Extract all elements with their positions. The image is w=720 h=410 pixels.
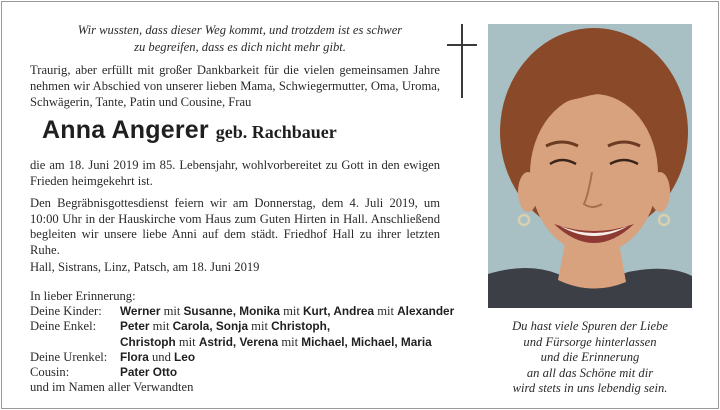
grandchildren-names-1 <box>120 319 330 334</box>
connector: mit <box>281 334 299 349</box>
name: Werner <box>120 304 161 318</box>
deceased-name: Anna Angerer <box>42 116 209 144</box>
name: Alexander <box>397 304 455 318</box>
name: Astrid, Verena <box>198 334 279 349</box>
great-grandchildren-label: Deine Urenkel: <box>30 349 108 364</box>
grandchildren-names-2 <box>120 335 432 350</box>
place-date: Hall, Sistrans, Linz, Patsch, am 18. Juni 2019 <box>30 260 260 274</box>
connector: mit <box>163 304 181 318</box>
epitaph <box>488 319 692 397</box>
great-grandchildren-names <box>120 350 195 365</box>
connector: mit <box>377 304 394 318</box>
connector: und <box>152 349 171 364</box>
grandchildren-label: Deine Enkel: <box>30 319 97 334</box>
name: Peter <box>120 319 150 334</box>
funeral-text: Den Begräbnisgottesdienst feiern wir am Donnerstag, dem 4. Juli 2019, um 10:00 Uhr in der Hauskirche vom Haus zum Guten Hirten in Hall. Anschließend begleiten wir unsere liebe Anni auf dem städt. Friedhof Hall zu ihrer letzten Ruhe. <box>30 196 440 257</box>
opening-poem <box>30 22 450 56</box>
name: Kurt, Andrea <box>303 304 375 318</box>
cross-icon-bar <box>447 44 477 46</box>
epitaph-line-2: und Fürsorge hinterlassen <box>523 334 657 349</box>
death-text: die am 18. Juni 2019 im 85. Lebensjahr, wohlvorbereitet zu Gott in den ewigen Frieden heimgekehrt ist. <box>30 158 440 188</box>
connector: mit <box>152 319 170 334</box>
cousin-name <box>120 365 177 380</box>
connector: mit <box>178 334 196 349</box>
name: Flora <box>120 349 149 364</box>
name: Susanne, Monika <box>183 304 280 318</box>
poem-line-1: Wir wussten, dass dieser Weg kommt, und trotzdem ist es schwer <box>77 23 403 37</box>
children-label: Deine Kinder: <box>30 304 102 318</box>
deceased-birth-name: geb. Rachbauer <box>215 122 337 142</box>
connector: mit <box>251 319 268 334</box>
intro-text: Traurig, aber erfüllt mit großer Dankbarkeit für die vielen gemeinsamen Jahre nehmen wir Abschied von unserer lieben Mama, Schwiegermutter, Oma, Uroma, Schwägerin, Tante, Patin und Cousine, Frau <box>30 63 440 109</box>
name: Christoph, <box>271 319 331 334</box>
name: Carola, Sonja <box>172 319 249 334</box>
name: Michael, Michael, Maria <box>301 334 432 349</box>
children-names <box>120 304 454 319</box>
epitaph-line-1: Du hast viele Spuren der Liebe <box>512 319 668 333</box>
portrait-illustration <box>488 24 692 308</box>
cousin-label: Cousin: <box>30 365 70 380</box>
epitaph-line-4: an all das Schöne mit dir <box>526 365 654 380</box>
name: Pater Otto <box>120 365 178 380</box>
name: Christoph <box>120 334 176 349</box>
relatives-text: und im Namen aller Verwandten <box>30 380 194 395</box>
cross-icon <box>461 24 463 98</box>
memory-title: In lieber Erinnerung: <box>30 289 136 303</box>
epitaph-line-3: und die Erinnerung <box>540 350 640 364</box>
connector: mit <box>283 304 300 318</box>
epitaph-line-5: wird stets in uns lebendig sein. <box>512 381 668 395</box>
deceased-name-block <box>42 116 337 145</box>
poem-line-2: zu begreifen, dass es dich nicht mehr gibt. <box>134 40 346 54</box>
name: Leo <box>174 349 196 364</box>
portrait-photo <box>488 24 692 308</box>
